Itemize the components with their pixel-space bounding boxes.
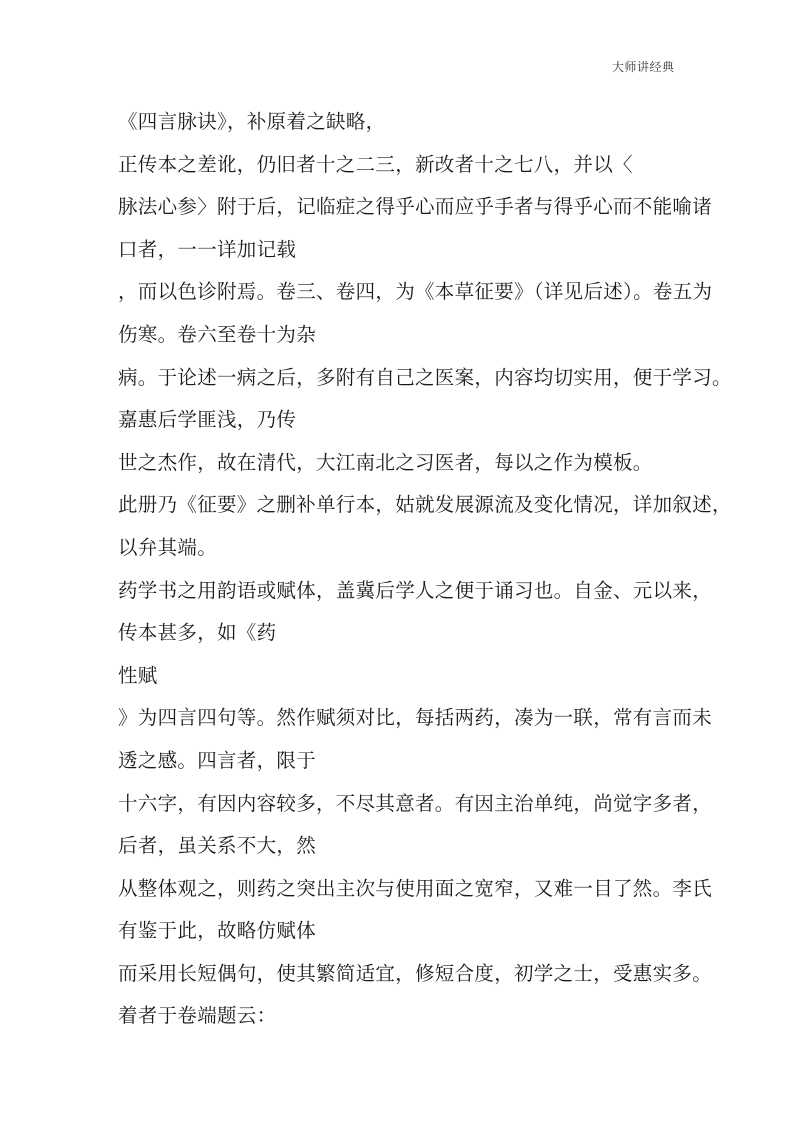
text-line: 病。于论述一病之后，多附有自己之医案，内容均切实用，便于学习。 — [118, 365, 732, 389]
text-line: 传本甚多，如《药 — [118, 621, 277, 645]
text-line: 伤寒。卷六至卷十为杂 — [118, 322, 317, 346]
text-line: 》为四言四句等。然作赋须对比，每括两药，凑为一联，常有言而未 — [118, 706, 713, 730]
page-header: 大师讲经典 — [612, 60, 675, 74]
text-line: 从整体观之，则药之突出主次与使用面之宽窄，又难一目了然。李氏 — [118, 876, 713, 900]
text-line: 性赋 — [118, 663, 158, 687]
text-line: 后者，虽关系不大，然 — [118, 834, 317, 858]
text-line: 嘉惠后学匪浅，乃传 — [118, 408, 297, 432]
text-line: 十六字，有因内容较多，不尽其意者。有因主治单纯，尚觉字多者， — [118, 791, 713, 815]
text-line: 脉法心参〉附于后，记临症之得乎心而应乎手者与得乎心而不能喻诸 — [118, 195, 713, 219]
document-body — [118, 101, 732, 1038]
text-line: 而采用长短偶句，使其繁简适宜，修短合度，初学之士，受惠实多。 — [118, 961, 713, 985]
text-line: 《四言脉诀》，补原着之缺略， — [118, 110, 386, 133]
text-line: 此册乃《征要》之删补单行本，姑就发展源流及变化情况，详加叙述， — [118, 493, 732, 517]
text-line: 口者，一一详加记载 — [118, 237, 297, 261]
text-line: 着者于卷端题云： — [118, 1004, 277, 1028]
text-line: 世之杰作，故在清代，大江南北之习医者，每以之作为模板。 — [118, 450, 653, 474]
text-line: 药学书之用韵语或赋体，盖冀后学人之便于诵习也。自金、元以来， — [118, 578, 713, 602]
text-line: 透之感。四言者，限于 — [118, 748, 317, 772]
text-line: 正传本之差讹，仍旧者十之二三，新改者十之七八，并以〈 — [118, 152, 633, 176]
text-line: ，而以色诊附焉。卷三、卷四，为《本草征要》（详见后述）。卷五为 — [118, 280, 713, 304]
text-line: 有鉴于此，故略仿赋体 — [118, 919, 317, 943]
text-line: 以弁其端。 — [118, 535, 218, 559]
